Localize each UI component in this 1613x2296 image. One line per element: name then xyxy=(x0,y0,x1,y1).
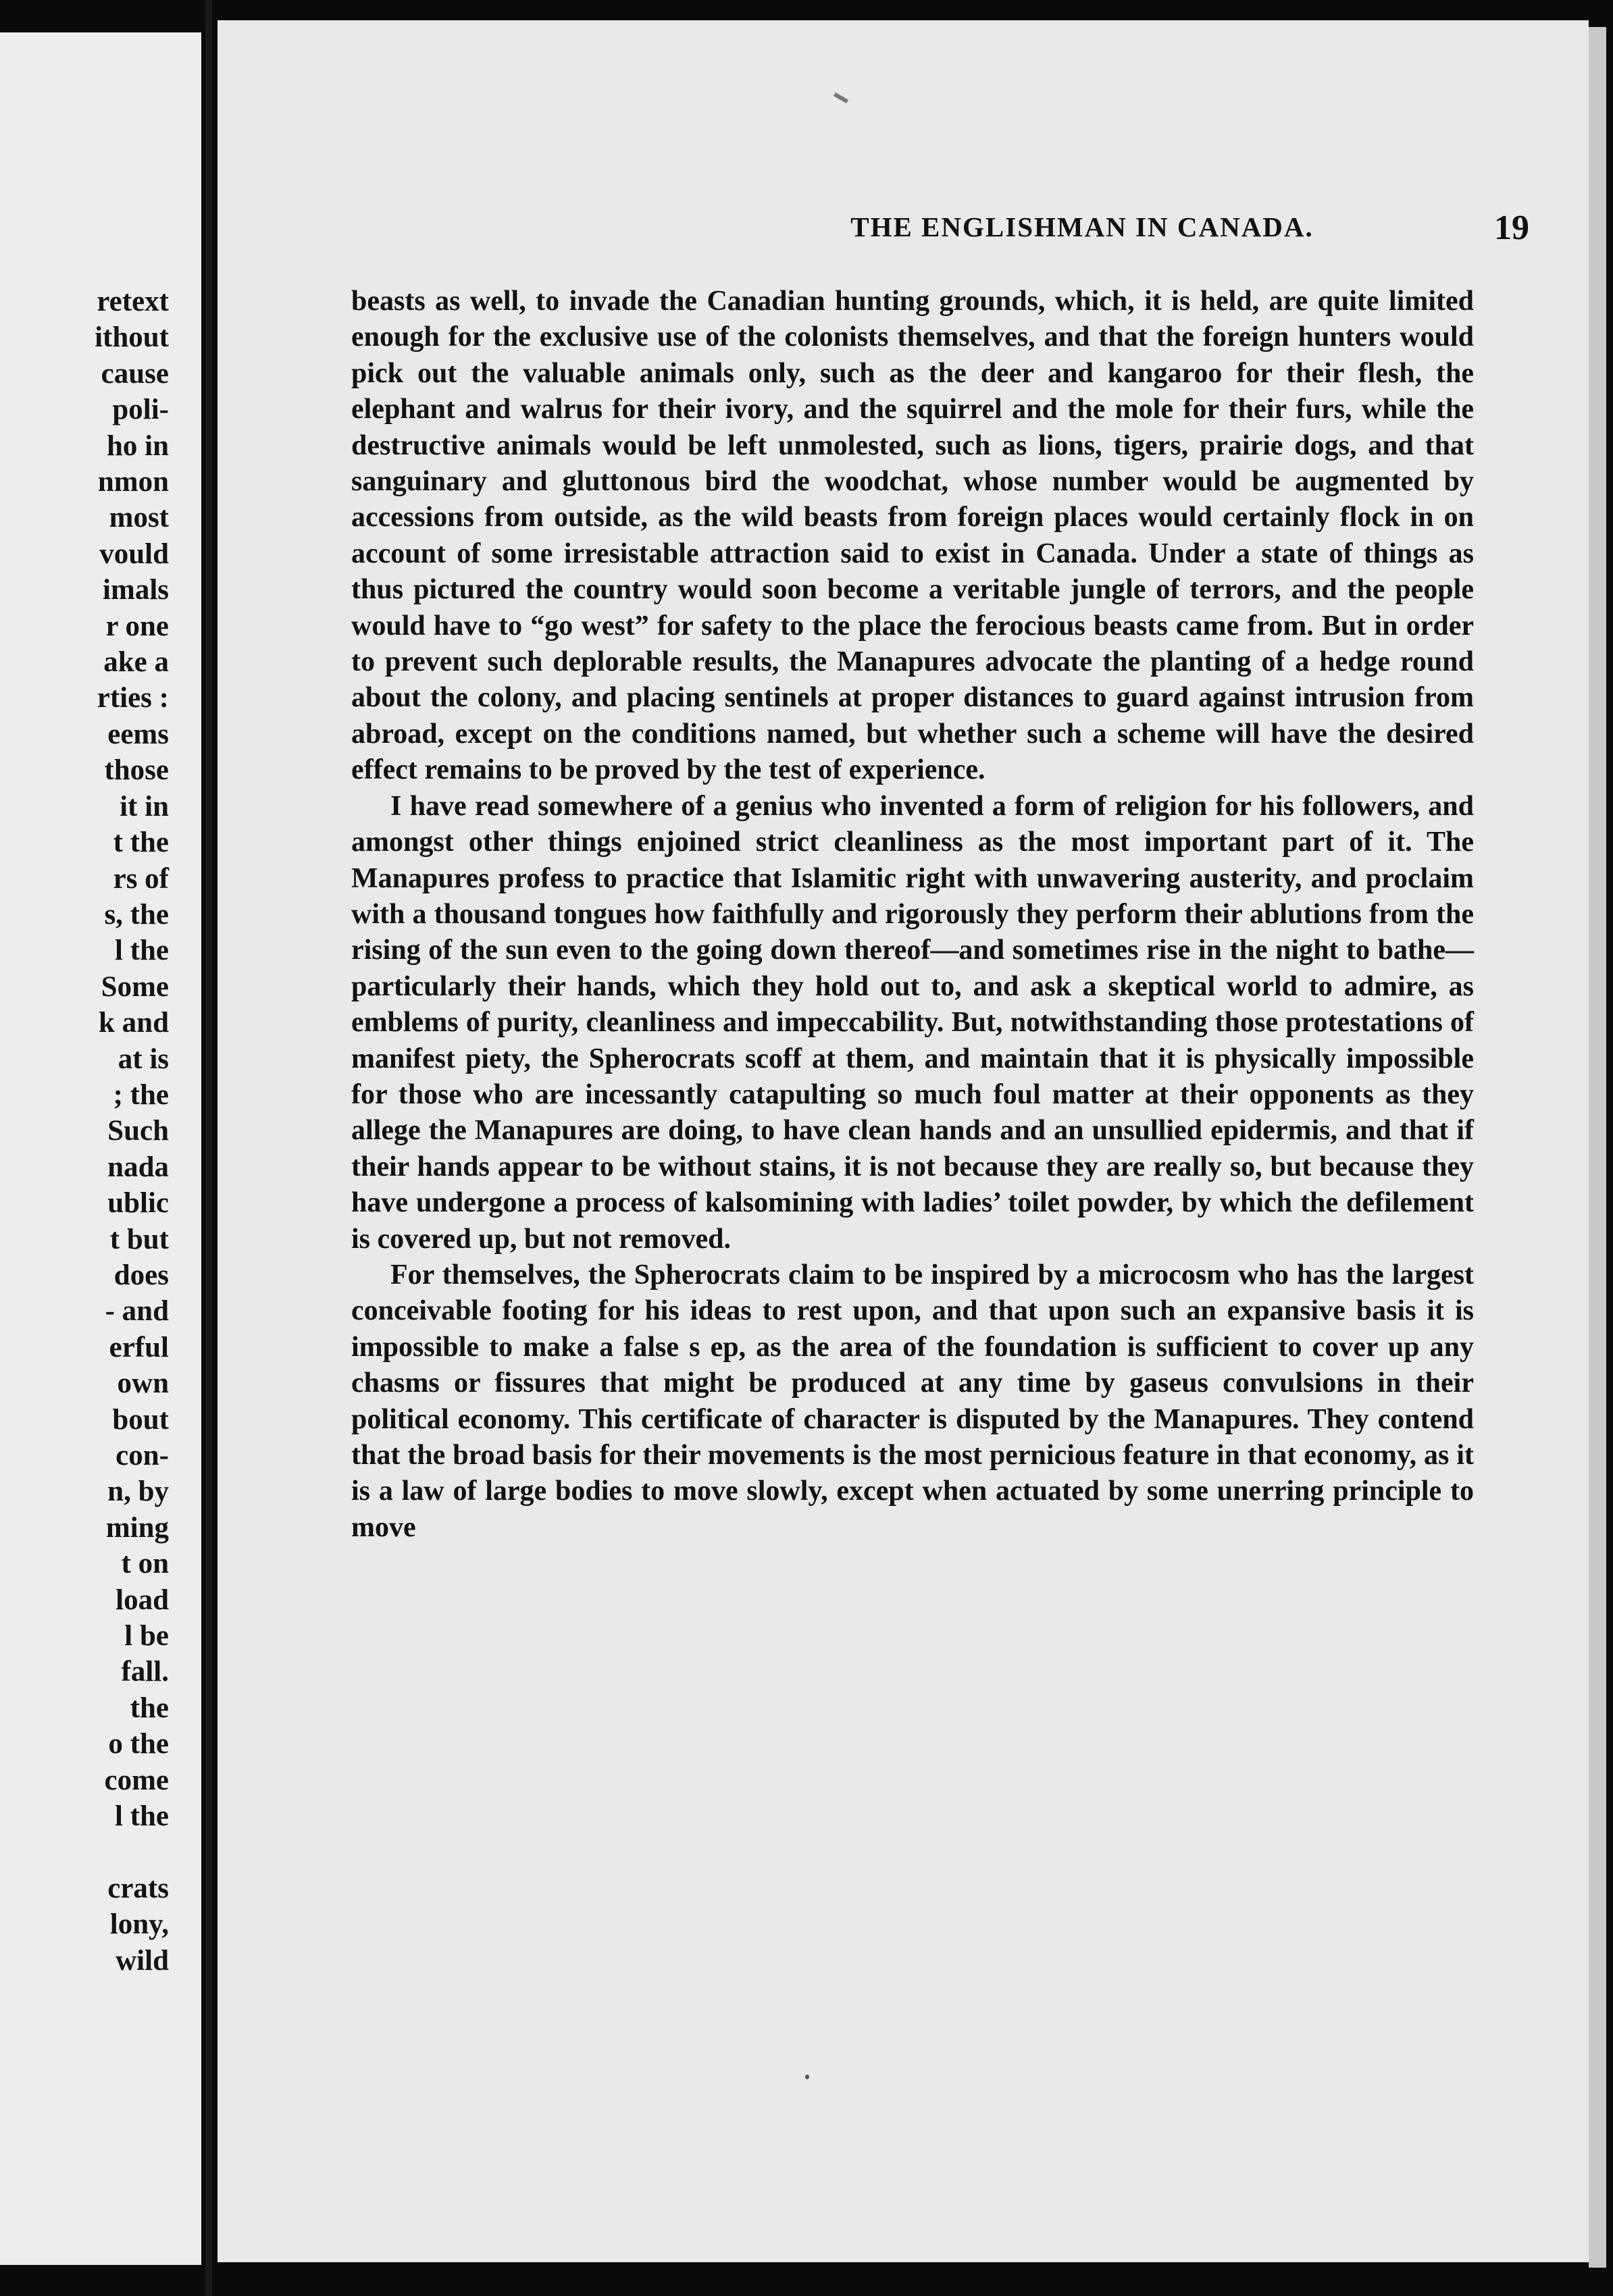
page-edge xyxy=(1589,27,1606,2268)
paragraph: For themselves, the Spherocrats claim to be inspired by a microcosm who has the largest conceivable footing for his ideas to rest upon, and that upon such an expansive basis it is impossible to make a false s ep, as the area of the foundation is sufficient to cover up any chasms or fissures that might be produced at any time by gaseus convulsions in their political economy. This certificate of character is disputed by the Manapures. They contend that the broad basis for their movements is the most pernicious feature in that economy, as it is a law of large bodies to move slowly, except when actuated by some unerring principle to move xyxy=(351,1259,1474,1543)
page-number: 19 xyxy=(1494,209,1529,247)
line-fragment xyxy=(95,1834,169,1870)
line-fragment: vould xyxy=(99,538,169,570)
paragraph: I have read somewhere of a genius who invented a form of religion for his followers, and amongst other things enjoined strict cleanliness as the most important part of it. The Manapures profess to practice that Islamitic right with unwavering austerity, and proclaim with a thousand tongues how faithfully and rigorously they perform their ablutions from the rising of the sun even to the going down thereof—and sometimes rise in the night to bathe—particularly their hands, which they hold out to, and ask a skeptical world to admire, as emblems of purity, cleanliness and impeccability. But, notwithstanding those protestations of manifest piety, the Spherocrats scoff at them, and maintain that it is physically impossible for those who are incessantly catapulting so much foul matter at their opponents as they allege the Manapures are doing, to have clean hands and an unsullied epidermis, and that if their hands appear to be without stains, it is not because they are really so, but because they have undergone a process of kalsomining with ladies’ toilet powder, by which the defilement is covered up, but not removed. xyxy=(351,790,1474,1255)
line-fragment: t on xyxy=(121,1548,169,1580)
line-fragment: eems xyxy=(107,718,169,750)
print-speck xyxy=(834,93,848,103)
facing-page-text xyxy=(95,284,169,1979)
body-text xyxy=(351,284,1474,1546)
line-fragment: nada xyxy=(107,1151,169,1183)
line-fragment: n, by xyxy=(107,1476,169,1508)
line-fragment: load xyxy=(116,1584,169,1616)
line-fragment: erful xyxy=(109,1331,169,1363)
line-fragment: s, the xyxy=(104,898,169,931)
line-fragment: at is xyxy=(118,1043,169,1075)
line-fragment: bout xyxy=(112,1403,169,1436)
line-fragment: ake a xyxy=(103,646,169,679)
line-fragment: crats xyxy=(107,1872,169,1904)
line-fragment: con- xyxy=(116,1440,169,1471)
line-fragment: t but xyxy=(109,1223,169,1255)
page-gutter xyxy=(205,0,212,2296)
line-fragment: r one xyxy=(105,610,169,642)
line-fragment: l be xyxy=(124,1620,169,1652)
line-fragment: ho in xyxy=(106,429,169,462)
line-fragment: Some xyxy=(101,970,169,1003)
line-fragment: l the xyxy=(114,935,169,967)
line-fragment: ; the xyxy=(113,1078,169,1111)
line-fragment: those xyxy=(104,754,169,787)
line-fragment: ithout xyxy=(95,321,169,354)
line-fragment: poli- xyxy=(112,394,169,426)
line-fragment: rties : xyxy=(97,682,169,714)
line-fragment: - and xyxy=(105,1295,169,1328)
line-fragment: imals xyxy=(103,574,169,606)
line-fragment: t the xyxy=(113,827,169,859)
print-speck xyxy=(805,2075,809,2079)
line-fragment: lony, xyxy=(109,1908,169,1941)
line-fragment: k and xyxy=(99,1007,169,1039)
line-fragment: o the xyxy=(108,1728,169,1760)
line-fragment: l the xyxy=(114,1800,169,1833)
line-fragment: wild xyxy=(116,1944,169,1977)
line-fragment: cause xyxy=(101,357,169,390)
line-fragment: most xyxy=(109,502,169,534)
line-fragment: ming xyxy=(105,1511,169,1544)
line-fragment: Such xyxy=(107,1115,169,1147)
line-fragment: fall. xyxy=(121,1656,169,1688)
line-fragment: come xyxy=(104,1764,169,1796)
line-fragment: rs of xyxy=(113,862,169,895)
line-fragment: does xyxy=(113,1259,169,1291)
line-fragment: it in xyxy=(120,790,169,823)
line-fragment: own xyxy=(117,1367,169,1400)
running-head: THE ENGLISHMAN IN CANADA. xyxy=(850,211,1314,242)
line-fragment: the xyxy=(130,1692,169,1724)
book-page xyxy=(217,20,1589,2262)
line-fragment: retext xyxy=(97,286,169,317)
line-fragment: nmon xyxy=(97,466,169,498)
line-fragment: ublic xyxy=(107,1187,169,1220)
facing-page-left xyxy=(0,32,201,2265)
paragraph: beasts as well, to invade the Canadian hunting grounds, which, it is held, are quite limited enough for the exclusive use of the colonists themselves, and that the foreign hunters would pick out the valuable animals only, such as the deer and kangaroo for their flesh, the elephant and walrus for their ivory, and the squirrel and the mole for their furs, while the destructive animals would be left unmolested, such as lions, tigers, prairie dogs, and that sanguinary and gluttonous bird the woodchat, whose number would be augmented by accessions from outside, as the wild beasts from foreign places would certainly flock in on account of some irresistable attraction said to exist in Canada. Under a state of things as thus pictured the country would soon become a veritable jungle of terrors, and the people would have to “go west” for safety to the place the ferocious beasts came from. But in order to prevent such deplorable results, the Manapures advocate the planting of a hedge round about the colony, and placing sentinels at proper distances to guard against intrusion from abroad, except on the conditions named, but whether such a scheme will have the desired effect remains to be proved by the test of experience. xyxy=(351,286,1474,786)
